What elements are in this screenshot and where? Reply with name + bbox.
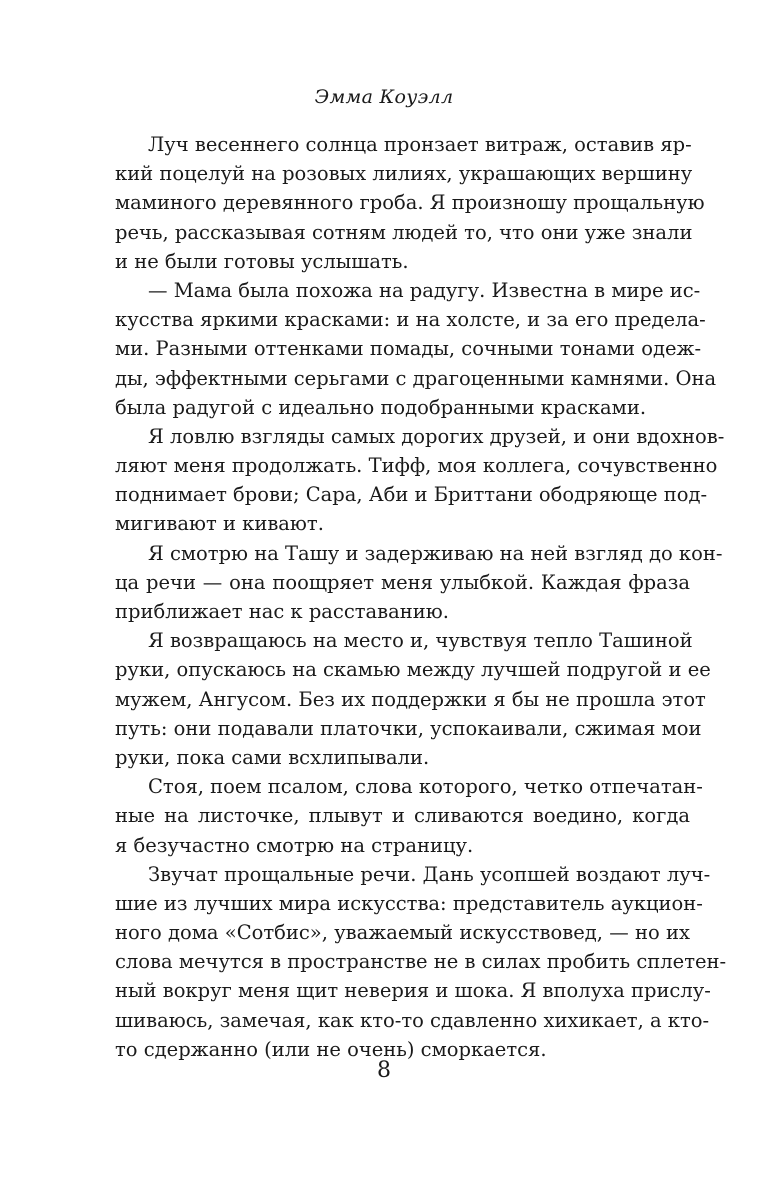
text-line: слова мечутся в пространстве не в силах пробить сплетен-: [115, 950, 727, 974]
text-line: ца речи — она поощряет меня улыбкой. Каждая фраза: [115, 570, 690, 594]
text-line: поднимает брови; Сара, Аби и Бриттани ободряюще под-: [115, 483, 708, 507]
text-line: приближает нас к расставанию.: [115, 600, 449, 623]
text-line: и не были готовы услышать.: [115, 249, 409, 273]
text-line: ный вокруг меня щит неверия и шока. Я вполуха прислу-: [115, 979, 711, 1003]
text-line: Звучат прощальные речи. Дань усопшей воздают луч-: [148, 862, 711, 886]
text-line: кий поцелуй на розовых лилиях, украшающих вершину: [115, 162, 693, 186]
text-line: — Мама была похожа на радугу. Известна в мире ис-: [148, 278, 701, 302]
text-line: ды, эффектными серьгами с драгоценными камнями. Она: [115, 366, 717, 390]
text-line: ляют меня продолжать. Тифф, моя коллега, сочувственно: [115, 454, 718, 478]
page-number: 8: [377, 1058, 391, 1083]
text-line: шиваюсь, замечая, как кто-то сдавленно хихикает, а кто-: [115, 1008, 710, 1032]
text-line: Луч весеннего солнца пронзает витраж, оставив яр-: [148, 133, 692, 156]
text-line: путь: они подавали платочки, успокаивали, сжимая мои: [115, 716, 702, 740]
text-line: была радугой с идеально подобранными красками.: [115, 395, 647, 419]
text-line: маминого деревянного гроба. Я произношу прощальную: [115, 191, 705, 215]
text-line: руки, опускаюсь на скамью между лучшей подругой и ее: [115, 658, 711, 682]
text-line: руки, пока сами всхлипывали.: [115, 745, 430, 769]
body-text: [115, 130, 727, 1064]
text-line: ми. Разными оттенками помады, сочными тонами одеж-: [115, 337, 702, 361]
text-line: то сдержанно (или не очень) сморкается.: [115, 1037, 547, 1061]
text-line: Я смотрю на Ташу и задерживаю на ней взгляд до кон-: [148, 541, 723, 565]
running-head-author: Эмма Коуэлл: [314, 86, 454, 108]
text-line: ные на листочке, плывут и сливаются воедино, когда: [115, 804, 690, 828]
text-line: шие из лучших мира искусства: представитель аукцион-: [115, 891, 703, 915]
text-line: мужем, Ангусом. Без их поддержки я бы не прошла этот: [115, 687, 706, 711]
text-line: ного дома «Сотбис», уважаемый искусствовед, — но их: [115, 921, 690, 945]
text-line: Стоя, поем псалом, слова которого, четко отпечатан-: [148, 775, 703, 799]
text-line: Я ловлю взгляды самых дорогих друзей, и они вдохнов-: [148, 424, 725, 448]
text-line: Я возвращаюсь на место и, чувствуя тепло Ташиной: [148, 629, 693, 653]
text-line: кусства яркими красками: и на холсте, и за его предела-: [115, 308, 706, 332]
text-line: речь, рассказывая сотням людей то, что они уже знали: [115, 220, 693, 244]
text-line: мигивают и кивают.: [115, 512, 324, 536]
text-line: я безучастно смотрю на страницу.: [115, 833, 474, 857]
